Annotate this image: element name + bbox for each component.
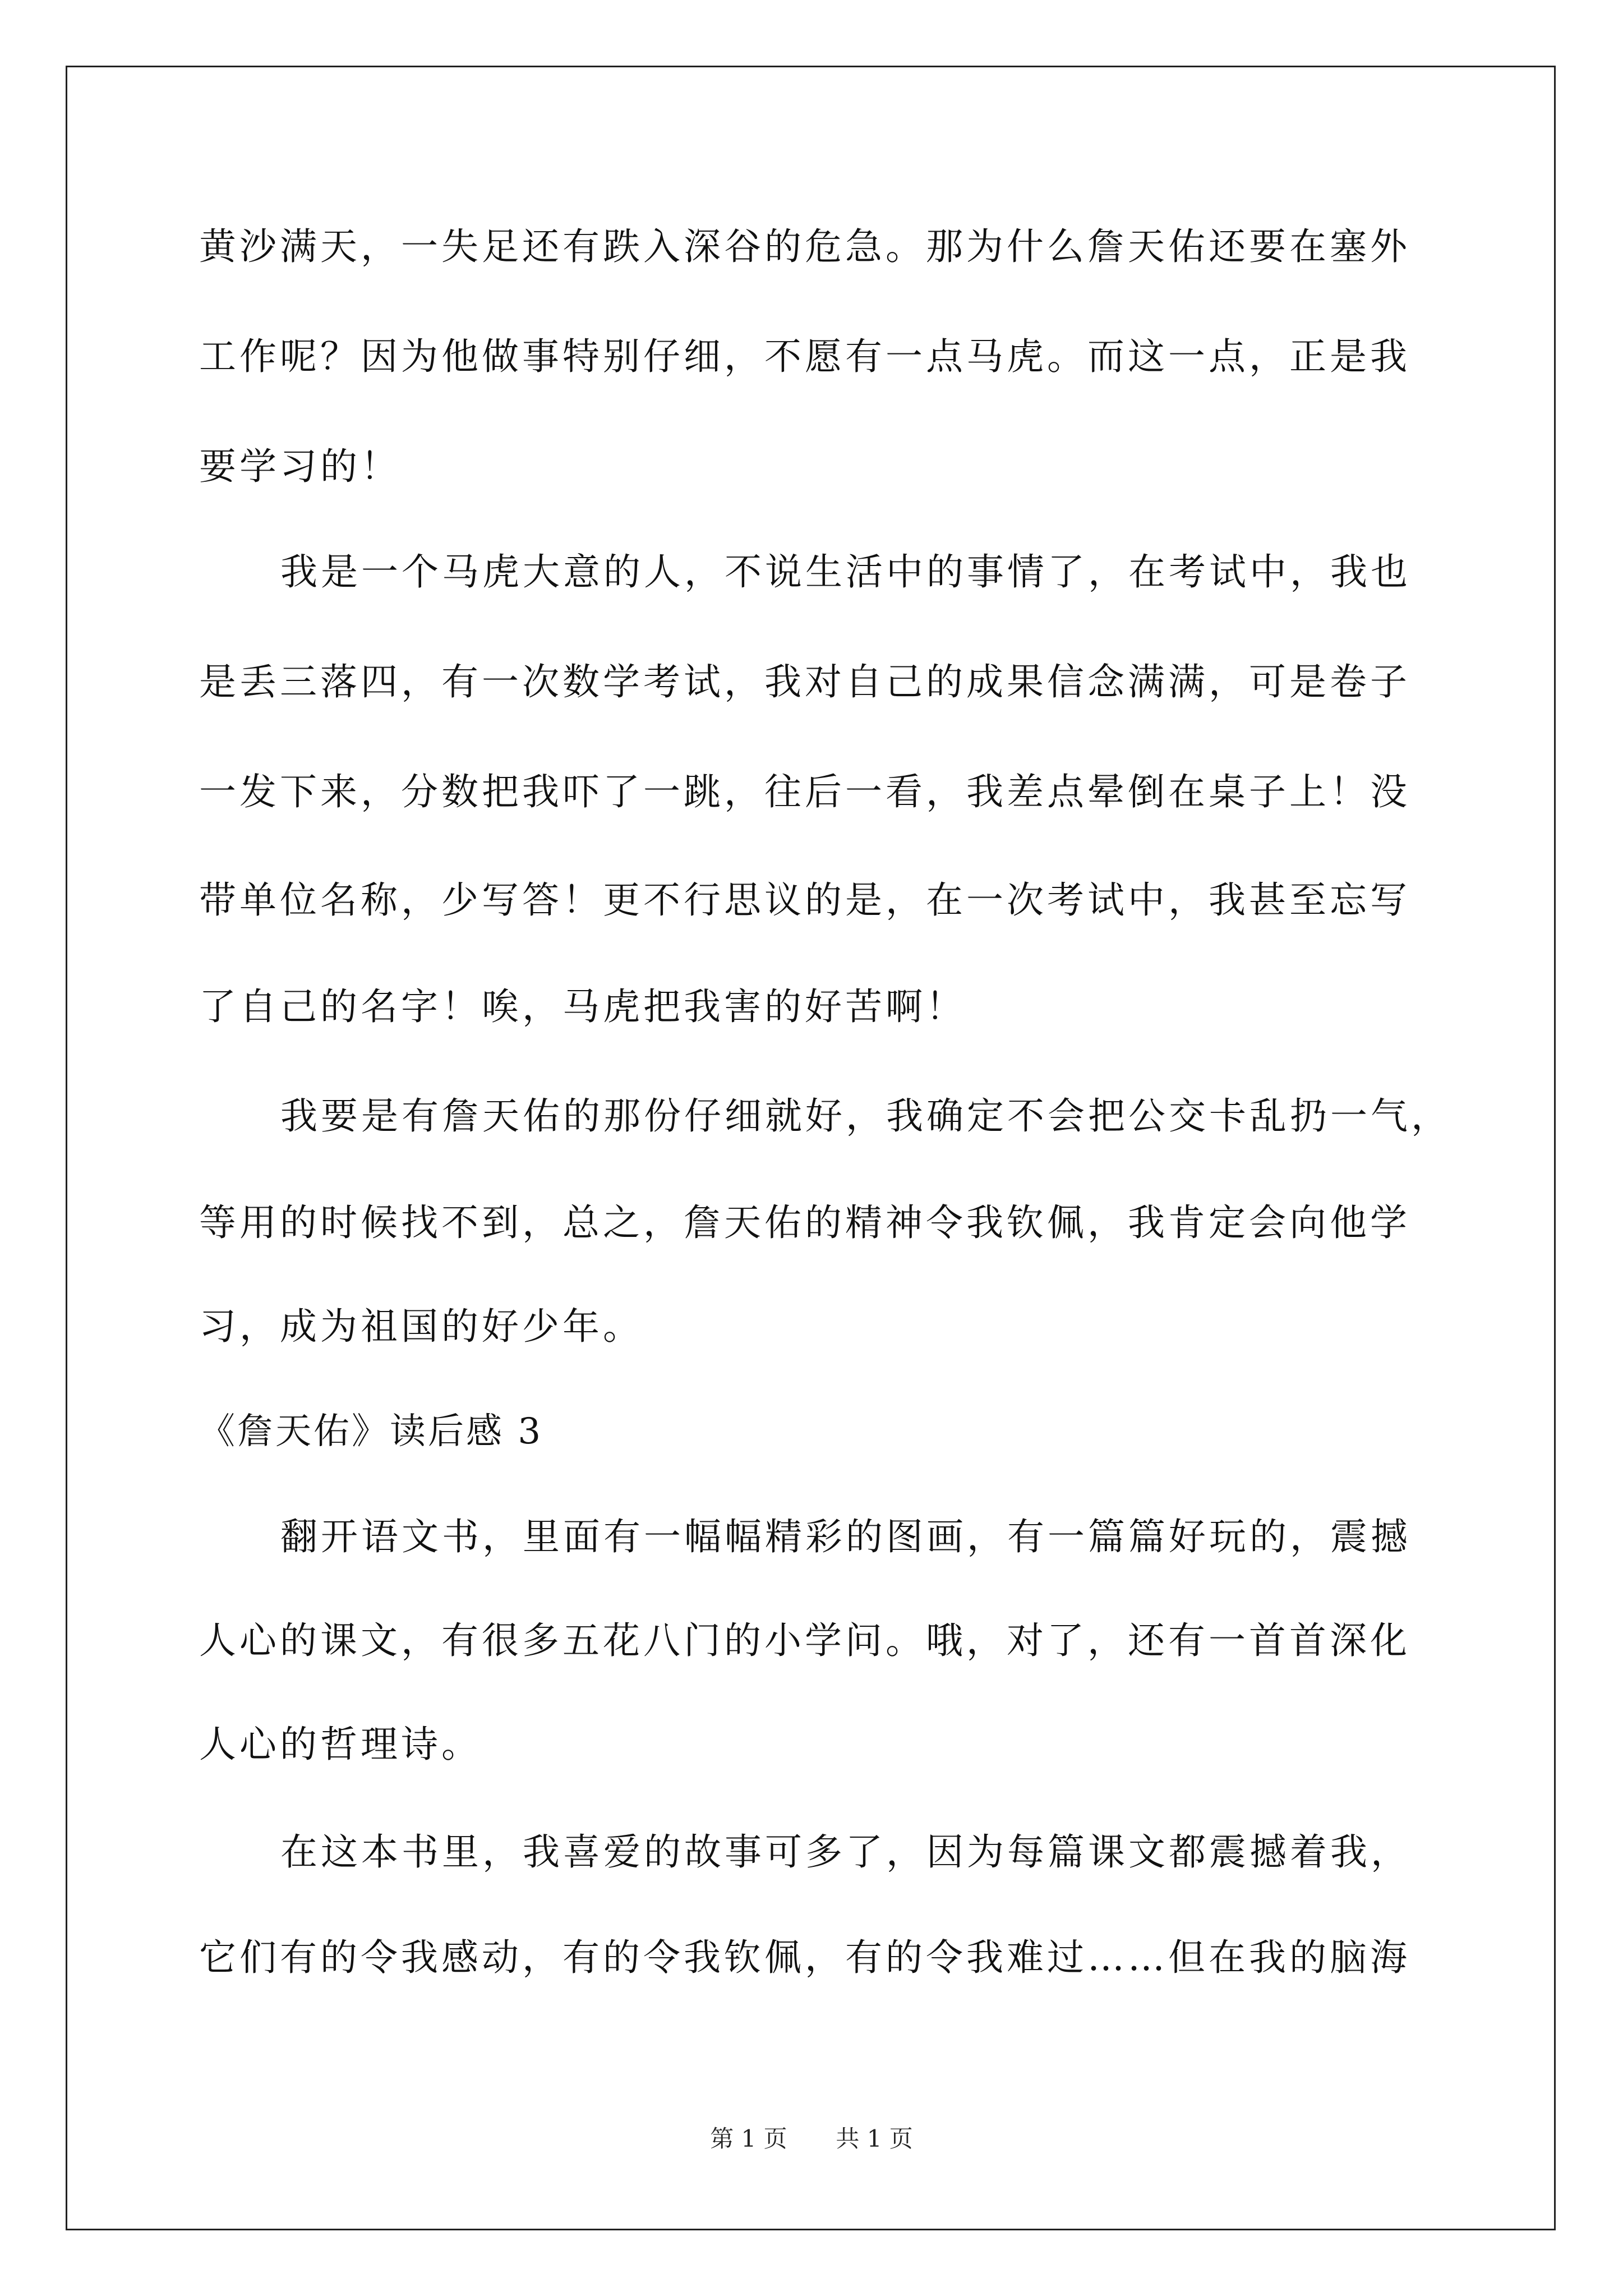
section-heading: 《詹天佑》读后感 3	[199, 1411, 543, 1452]
text-line: 要学习的！	[199, 445, 401, 488]
text-line: 带单位名称，少写答！更不行思议的是，在一次考试中，我甚至忘写	[199, 878, 1410, 922]
paragraph-start: 我要是有詹天佑的那份仔细就好，我确定不会把公交卡乱扔一气，	[280, 1094, 1451, 1138]
text-line: 是丢三落四，有一次数学考试，我对自己的成果信念满满，可是卷子	[199, 660, 1410, 703]
text-line: 了自己的名字！唉，马虎把我害的好苦啊！	[199, 985, 966, 1028]
page-footer	[0, 2120, 1623, 2154]
text-line: 黄沙满天，一失足还有跌入深谷的危急。那为什么詹天佑还要在塞外	[199, 225, 1410, 268]
paragraph-start: 翻开语文书，里面有一幅幅精彩的图画，有一篇篇好玩的，震撼	[280, 1515, 1411, 1558]
page-number-total: 共 1 页	[836, 2125, 913, 2152]
paragraph-start: 我是一个马虎大意的人，不说生活中的事情了，在考试中，我也	[280, 550, 1411, 593]
text-line: 人心的哲理诗。	[199, 1723, 482, 1766]
text-line: 它们有的令我感动，有的令我钦佩，有的令我难过……但在我的脑海	[199, 1936, 1410, 1979]
paragraph-start: 在这本书里，我喜爱的故事可多了，因为每篇课文都震撼着我，	[280, 1830, 1411, 1874]
text-line: 等用的时候找不到，总之，詹天佑的精神令我钦佩，我肯定会向他学	[199, 1201, 1410, 1244]
text-line: 人心的课文，有很多五花八门的小学问。哦，对了，还有一首首深化	[199, 1619, 1410, 1662]
text-line: 工作呢？因为他做事特别仔细，不愿有一点马虎。而这一点，正是我	[199, 335, 1410, 378]
page-number-current: 第 1 页	[710, 2125, 787, 2152]
text-line: 习，成为祖国的好少年。	[199, 1305, 643, 1348]
page-border	[66, 66, 1556, 2230]
text-line: 一发下来，分数把我吓了一跳，往后一看，我差点晕倒在桌子上！没	[199, 770, 1410, 813]
